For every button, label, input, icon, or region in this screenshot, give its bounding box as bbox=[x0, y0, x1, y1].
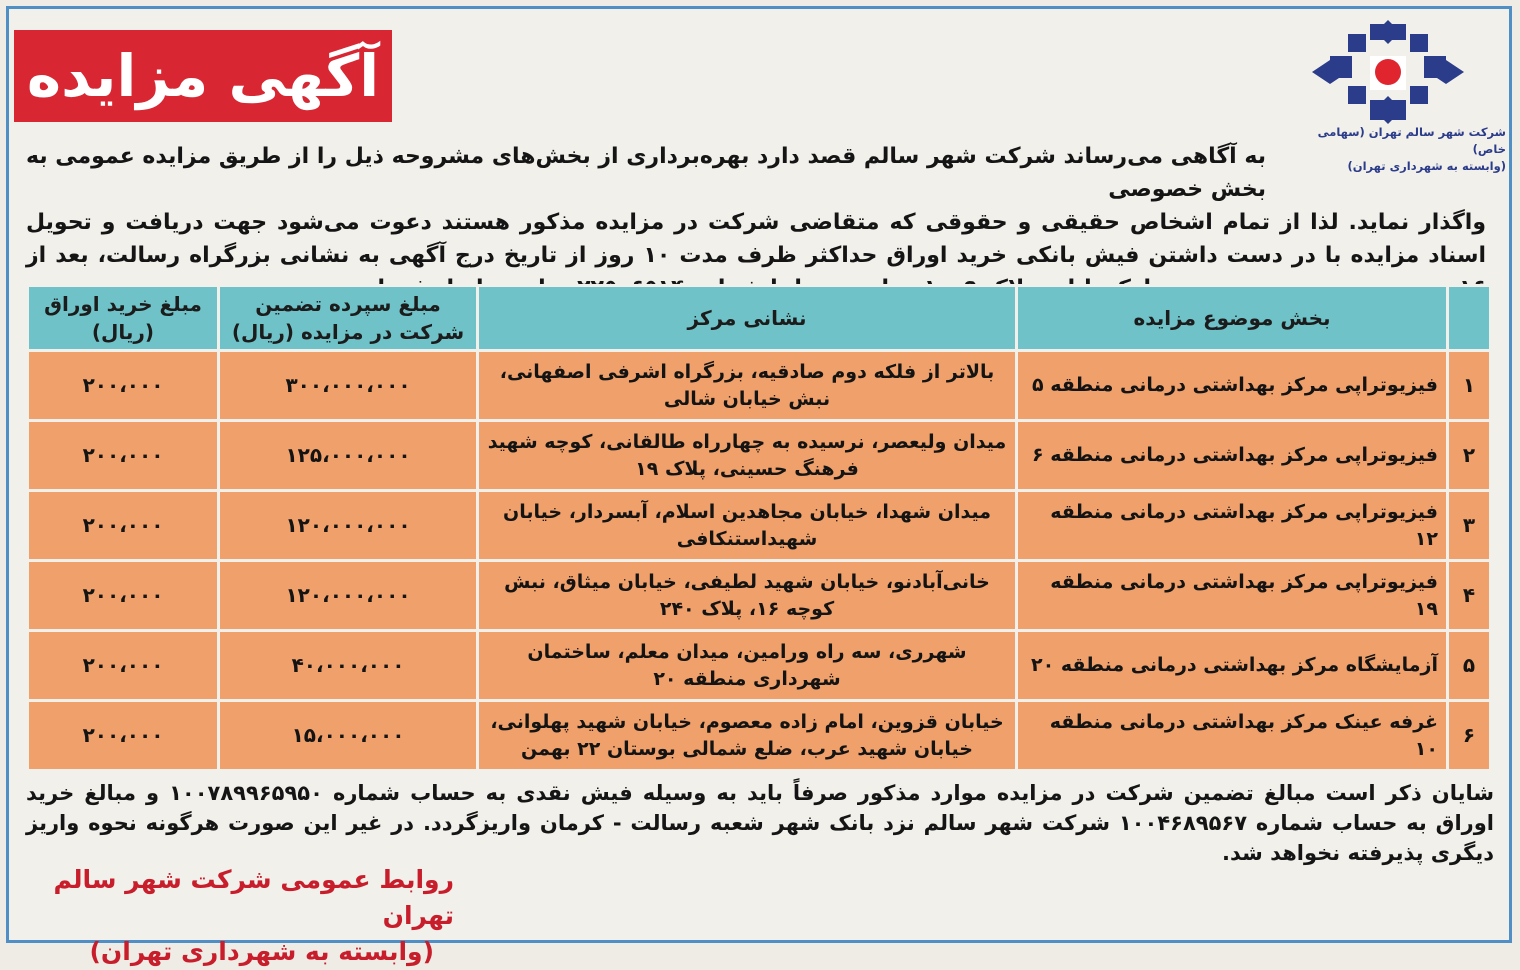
table-row bbox=[29, 492, 1489, 559]
row-address: میدان شهدا، خیابان مجاهدین اسلام، آبسردار، خیابان شهیداستنکافی bbox=[479, 492, 1015, 559]
row-address: بالاتر از فلکه دوم صادقیه، بزرگراه اشرفی اصفهانی، نبش خیابان شالی bbox=[479, 352, 1015, 419]
row-num: ۳ bbox=[1449, 492, 1489, 559]
table-row bbox=[29, 702, 1489, 769]
footer-note: شایان ذکر است مبالغ تضمین شرکت در مزایده موارد مذکور صرفاً باید به وسیله فیش نقدی به حساب شماره ۱۰۰۷۸۹۹۶۵۹۵۰ و مبالغ خرید اوراق به حساب شماره ۱۰۰۴۶۸۹۵۶۷ شرکت شهر سالم نزد بانک شهر شعبه رسالت - کرمان واریزگردد. در غیر این صورت هرگونه نحوه واریز دیگری پذیرفته نخواهد شد. bbox=[26, 781, 1494, 865]
row-address: میدان ولیعصر، نرسیده به چهارراه طالقانی، کوچه شهید فرهنگ حسینی، پلاک ۱۹ bbox=[479, 422, 1015, 489]
row-num: ۵ bbox=[1449, 632, 1489, 699]
intro-rest: واگذار نماید. لذا از تمام اشخاص حقیقی و حقوقی که متقاضی شرکت در مزایده مذکور هستند دعوت می‌شود جهت دریافت و تحویل اسناد مزایده با در دست داشتن فیش بانکی خرید اوراق حداکثر ظرف مدت ۱۰ روز از تاریخ درج آگهی به نشانی بزرگراه رسالت، بعد از bbox=[26, 210, 1486, 268]
row-subject: فیزیوتراپی مرکز بهداشتی درمانی منطقه ۱۹ bbox=[1018, 562, 1446, 629]
row-deposit: ۱۵،۰۰۰،۰۰۰ bbox=[220, 702, 476, 769]
row-subject: فیزیوتراپی مرکز بهداشتی درمانی منطقه ۶ bbox=[1018, 422, 1446, 489]
table-row bbox=[29, 562, 1489, 629]
row-price: ۲۰۰،۰۰۰ bbox=[29, 352, 217, 419]
row-price: ۲۰۰،۰۰۰ bbox=[29, 562, 217, 629]
intro-line1: به آگاهی می‌رساند شرکت شهر سالم قصد دارد بهره‌برداری از بخش‌های مشروحه ذیل را از طریق مزایده عمومی به بخش خصوصی bbox=[26, 144, 1266, 202]
table-row bbox=[29, 352, 1489, 419]
row-address: شهرری، سه راه ورامین، میدان معلم، ساختمان شهرداری منطقه ۲۰ bbox=[479, 632, 1015, 699]
logo-caption-line2: (وابسته به شهرداری تهران) bbox=[1347, 159, 1506, 173]
row-deposit: ۳۰۰،۰۰۰،۰۰۰ bbox=[220, 352, 476, 419]
header-price: مبلغ خرید اوراق (ریال) bbox=[29, 287, 217, 349]
signature bbox=[34, 862, 454, 970]
row-deposit: ۱۲۰،۰۰۰،۰۰۰ bbox=[220, 562, 476, 629]
header-subject: بخش موضوع مزایده bbox=[1018, 287, 1446, 349]
row-deposit: ۱۲۵،۰۰۰،۰۰۰ bbox=[220, 422, 476, 489]
row-num: ۲ bbox=[1449, 422, 1489, 489]
logo-caption-line1: شرکت شهر سالم تهران (سهامی خاص) bbox=[1317, 125, 1506, 156]
auction-table-wrap bbox=[26, 284, 1492, 772]
row-num: ۱ bbox=[1449, 352, 1489, 419]
header-address: نشانی مرکز bbox=[479, 287, 1015, 349]
row-deposit: ۱۲۰،۰۰۰،۰۰۰ bbox=[220, 492, 476, 559]
signature-line2: (وابسته به شهرداری تهران) bbox=[89, 937, 434, 966]
row-price: ۲۰۰،۰۰۰ bbox=[29, 702, 217, 769]
company-logo-icon bbox=[1308, 20, 1468, 130]
header-deposit: مبلغ سپرده تضمین شرکت در مزایده (ریال) bbox=[220, 287, 476, 349]
ad-title: آگهی مزایده bbox=[14, 30, 392, 122]
header-num bbox=[1449, 287, 1489, 349]
row-address: خیابان قزوین، امام زاده معصوم، خیابان شهید پهلوانی، خیابان شهید عرب، ضلع شمالی بوستان ۲۲ بهمن bbox=[479, 702, 1015, 769]
row-deposit: ۴۰،۰۰۰،۰۰۰ bbox=[220, 632, 476, 699]
table-row bbox=[29, 632, 1489, 699]
row-address: خانی‌آبادنو، خیابان شهید لطیفی، خیابان میثاق، نبش کوچه ۱۶، پلاک ۲۴۰ bbox=[479, 562, 1015, 629]
signature-line1: روابط عمومی شرکت شهر سالم تهران bbox=[53, 865, 454, 930]
table-row bbox=[29, 422, 1489, 489]
auction-table bbox=[26, 284, 1492, 772]
row-subject: غرفه عینک مرکز بهداشتی درمانی منطقه ۱۰ bbox=[1018, 702, 1446, 769]
row-num: ۶ bbox=[1449, 702, 1489, 769]
row-price: ۲۰۰،۰۰۰ bbox=[29, 632, 217, 699]
row-subject: آزمایشگاه مرکز بهداشتی درمانی منطقه ۲۰ bbox=[1018, 632, 1446, 699]
table-header-row bbox=[29, 287, 1489, 349]
row-price: ۲۰۰،۰۰۰ bbox=[29, 422, 217, 489]
row-price: ۲۰۰،۰۰۰ bbox=[29, 492, 217, 559]
intro-paragraph bbox=[26, 140, 1486, 280]
row-subject: فیزیوتراپی مرکز بهداشتی درمانی منطقه ۵ bbox=[1018, 352, 1446, 419]
row-subject: فیزیوتراپی مرکز بهداشتی درمانی منطقه ۱۲ bbox=[1018, 492, 1446, 559]
row-num: ۴ bbox=[1449, 562, 1489, 629]
